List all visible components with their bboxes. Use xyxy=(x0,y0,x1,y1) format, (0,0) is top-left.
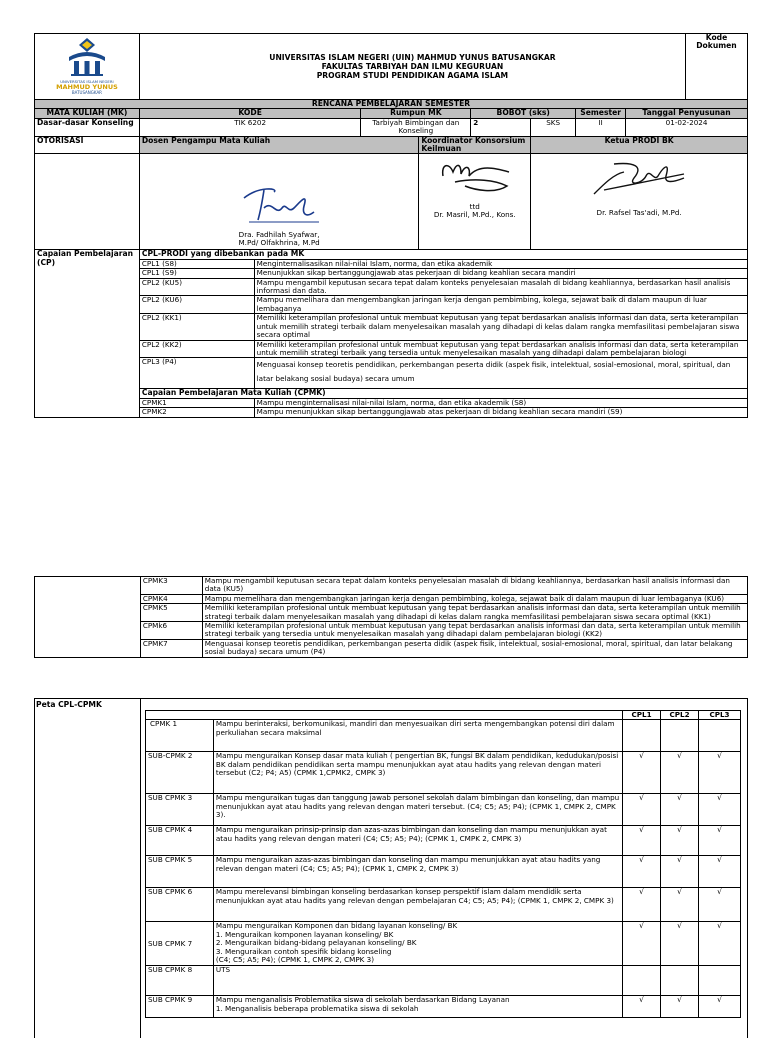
peta-check: √ xyxy=(623,996,661,1018)
cpl-text: Menguasai konsep teoretis pendidikan, perkembangan peserta didik (aspek fisik, intelektual, sosial-emosional, moral, spiritual, dan latar belakang sosial budaya) secara umum xyxy=(254,358,747,389)
logo-text-3: BATUSANGKAR xyxy=(71,90,102,96)
peta-text: Mampu menguraikan prinsip-prinsip dan azas-azas bimbingan dan konseling dan mampu menunjukkan ayat atau hadits yang relevan dengan materi (C4; C5; A5; P4); (CPMK 1, CMPK 2, CMPK 3) xyxy=(213,826,622,856)
cpl-header: CPL-PRODI yang dibebankan pada MK xyxy=(139,250,747,259)
peta-check: √ xyxy=(661,856,699,888)
cpl-code: CPL2 (KU6) xyxy=(139,296,254,314)
cpmk-text: Mampu memelihara dan mengembangkan jaringan kerja dengan pembimbing, kolega, sejawat baik di dalam maupun di luar lembaganya (KU6) xyxy=(202,594,747,603)
peta-check xyxy=(699,966,741,996)
cpmk-header: Capaian Pembelajaran Mata Kuliah (CPMK) xyxy=(139,389,747,398)
ketua-signature-icon xyxy=(584,154,694,204)
peta-header-cpl3: CPL3 xyxy=(699,711,741,720)
peta-check: √ xyxy=(623,826,661,856)
cpmk-text: Menguasai konsep teoretis pendidikan, perkembangan peserta didik (aspek fisik, intelektual, sosial-emosional, moral, spiritual, dan latar belakang sosial budaya) secara umum (P4) xyxy=(202,639,747,657)
peta-code: SUB CPMK 8 xyxy=(146,966,214,996)
logo-text-2: MAHMUD YUNUS xyxy=(56,83,118,92)
peta-header-cpl2: CPL2 xyxy=(661,711,699,720)
cpmk-code: CPMK5 xyxy=(140,604,202,622)
peta-code: SUB CPMK 3 xyxy=(146,794,214,826)
peta-check: √ xyxy=(699,888,741,922)
peta-check: √ xyxy=(699,856,741,888)
cpmk-text: Memiliki keterampilan profesional untuk membuat keputusan yang tepat berdasarkan analisis informasi dan data, serta keterampilan untuk memilih strategi terbaik yang tersedia untuk menyelesaikan masalah yang dihadapi dalam pembelajaran biologi (KK2) xyxy=(202,622,747,640)
cpl-code: CPL2 (KU5) xyxy=(139,278,254,296)
cpmk-text: Mampu menunjukkan sikap bertanggungjawab atas pekerjaan di bidang keahlian secara mandiri (S9) xyxy=(254,408,747,417)
ketua-label: Ketua PRODI BK xyxy=(531,136,748,154)
peta-check: √ xyxy=(661,752,699,794)
cpmk-text: Mampu mengambil keputusan secara tepat dalam konteks penyelesaian masalah di bidang keahliannya, berdasarkan hasil analisis informasi dan data (KU5) xyxy=(202,577,747,595)
peta-check xyxy=(661,966,699,996)
peta-check: √ xyxy=(623,856,661,888)
peta-code: SUB CPMK 4 xyxy=(146,826,214,856)
dosen-name: Dra. Fadhilah Syafwar, M.Pd/ Olfakhrina, M.Pd xyxy=(238,229,320,248)
cpl-code: CPL2 (KK2) xyxy=(139,340,254,358)
cp-label-continued xyxy=(35,577,141,658)
peta-code: SUB CPMK 7 xyxy=(146,922,214,966)
semester-header: Semester xyxy=(576,109,626,118)
dosen-signature-icon xyxy=(234,178,324,228)
logo-text-1: UNIVERSITAS ISLAM NEGERI xyxy=(60,78,114,84)
ketua-signature-cell xyxy=(531,154,748,250)
course-bobot: 2 xyxy=(471,118,531,136)
cpmk-code: CPMK4 xyxy=(140,594,202,603)
rps-title: RENCANA PEMBELAJARAN SEMESTER xyxy=(35,100,748,109)
peta-code: SUB CPMK 5 xyxy=(146,856,214,888)
dosen-label: Dosen Pengampu Mata Kuliah xyxy=(139,136,418,154)
cpmk-text: Mampu menginternalisasi nilai-nilai Islam, norma, dan etika akademik (S8) xyxy=(254,398,747,407)
faculty-name: FAKULTAS TARBIYAH DAN ILMU KEGURUAN xyxy=(321,62,504,71)
cpmk-text: Memiliki keterampilan profesional untuk membuat keputusan yang tepat berdasarkan analisis informasi dan data, serta keterampilan untuk memilih strategi terbaik dalam menyelesaikan masalah yang dihadapi di kelas dalam rangka memfasilitasi pembelajaran siswa secara optimal (KK1) xyxy=(202,604,747,622)
cpmk-continued-table xyxy=(34,576,748,658)
university-header xyxy=(139,34,685,100)
cpmk-code: CPMK3 xyxy=(140,577,202,595)
koordinator-label: Koordinator Konsorsium Keilmuan xyxy=(419,136,531,154)
peta-check xyxy=(623,966,661,996)
program-name: PROGRAM STUDI PENDIDIKAN AGAMA ISLAM xyxy=(316,71,509,80)
logo-cell xyxy=(35,34,140,100)
peta-check: √ xyxy=(623,794,661,826)
peta-label: Peta CPL-CPMK xyxy=(36,700,102,709)
cpmk-code: CPMK2 xyxy=(139,408,254,417)
cpmk-code: CPMK1 xyxy=(139,398,254,407)
peta-frame-divider xyxy=(34,698,748,699)
peta-code: SUB CPMK 9 xyxy=(146,996,214,1018)
peta-text: Mampu menguraikan tugas dan tanggung jawab personel sekolah dalam bimbingan dan konseling, dan mampu menunjukkan ayat atau hadits yang relevan dengan materi tersebut. (C4; C5; A5; P4); (CPMK 1, CMPK 2, CMPK 3). xyxy=(213,794,622,826)
rumpun-header: Rumpun MK xyxy=(361,109,471,118)
peta-check: √ xyxy=(661,826,699,856)
uin-logo-icon xyxy=(65,37,109,77)
peta-text: Mampu menguraikan azas-azas bimbingan dan konseling dan mampu menunjukkan ayat atau hadits yang relevan dengan materi (C4; C5; A5; P4); (CPMK 1, CMPK 2, CMPK 3) xyxy=(213,856,622,888)
koordinator-ttd: ttd xyxy=(469,201,480,211)
otorisasi-empty xyxy=(35,154,140,250)
otorisasi-label: OTORISASI xyxy=(35,136,140,154)
course-sks: SKS xyxy=(531,118,576,136)
course-rumpun: Tarbiyah Bimbingan dan Konseling xyxy=(361,118,471,136)
peta-check: √ xyxy=(661,794,699,826)
course-semester: II xyxy=(576,118,626,136)
peta-code: SUB-CPMK 2 xyxy=(146,752,214,794)
peta-check: √ xyxy=(623,922,661,966)
peta-check: √ xyxy=(699,752,741,794)
cpl-text: Menunjukkan sikap bertanggungjawab atas pekerjaan di bidang keahlian secara mandiri xyxy=(254,269,747,278)
peta-check: √ xyxy=(699,794,741,826)
peta-frame-right xyxy=(747,698,748,1038)
peta-text: Mampu merelevansi bimbingan konseling berdasarkan konsep perspektif islam dalam mendidik serta menunjukkan ayat atau hadits yang relevan dengan pembelajaran C4; C5; A5; P4); (CPMK 1, CMPK 2, CMPK 3) xyxy=(213,888,622,922)
peta-code: SUB CPMK 6 xyxy=(146,888,214,922)
peta-check: √ xyxy=(699,826,741,856)
cpmk-code: CPMk6 xyxy=(140,622,202,640)
kode-header: KODE xyxy=(139,109,361,118)
peta-text: Mampu berinteraksi, berkomunikasi, mandiri dan menyesuaikan diri serta mengembangkan potensi diri dalam perkuliahan secara maksimal xyxy=(213,720,622,752)
page-1 xyxy=(34,33,748,418)
peta-check: √ xyxy=(699,922,741,966)
tanggal-header: Tanggal Penyusunan xyxy=(626,109,748,118)
peta-frame-left xyxy=(34,698,35,1038)
cpl-code: CPL1 (S8) xyxy=(139,259,254,268)
cpl-text: Mampu mengambil keputusan secara tepat dalam konteks penyelesaian masalah di bidang keahliannya, berdasarkan hasil analisis informasi dan data. xyxy=(254,278,747,296)
course-kode: TIK 6202 xyxy=(139,118,361,136)
peta-header-cpl1: CPL1 xyxy=(623,711,661,720)
ketua-name: Dr. Rafsel Tas'adi, M.Pd. xyxy=(596,207,682,217)
peta-frame-mid xyxy=(140,698,141,1038)
peta-check xyxy=(623,720,661,752)
koordinator-signature-icon xyxy=(435,154,515,200)
cpl-text: Memiliki keterampilan profesional untuk membuat keputusan yang tepat berdasarkan analisis informasi dan data, serta keterampilan untuk memilih strategi terbaik dalam menyelesaikan masalah yang dihadapi di kelas dalam rangka memfasilitasi pembelajaran siswa secara optimal xyxy=(254,314,747,340)
peta-text: Mampu menguraikan Konsep dasar mata kuliah ( pengertian BK, fungsi BK dalam pendidikan, kedudukan/posisi BK dalam pendidikan pendidikan serta mampu menunjukkan ayat atau hadits yang relevan dengan materi tersebut (C2; P4; A5) (CPMK 1,CPMK2, CMPK 3) xyxy=(213,752,622,794)
course-tanggal: 01-02-2024 xyxy=(626,118,748,136)
cpl-text: Mampu memelihara dan mengembangkan jaringan kerja dengan pembimbing, kolega, sejawat baik di dalam maupun di luar lembaganya xyxy=(254,296,747,314)
peta-text: Mampu menguraikan Komponen dan bidang layanan konseling/ BK 1. Menguraikan komponen layanan konseling/ BK 2. Menguraikan bidang-bidang pelayanan konseling/ BK 3. Menguraikan contoh spesifik bidang konseling (C4; C5; A5; P4); (CPMK 1, CMPK 2, CMPK 3) xyxy=(213,922,622,966)
peta-check: √ xyxy=(661,996,699,1018)
peta-check xyxy=(661,720,699,752)
course-name: Dasar-dasar Konseling xyxy=(35,118,140,136)
peta-text: Mampu menganalisis Problematika siswa di sekolah berdasarkan Bidang Layanan 1. Menganalisis beberapa problematika siswa di sekolah xyxy=(213,996,622,1018)
dosen-signature-cell xyxy=(139,154,418,250)
cpl-code: CPL2 (KK1) xyxy=(139,314,254,340)
peta-text: UTS xyxy=(213,966,622,996)
peta-check: √ xyxy=(623,752,661,794)
cpl-code: CPL1 (S9) xyxy=(139,269,254,278)
cpl-text: Memiliki keterampilan profesional untuk membuat keputusan yang tepat berdasarkan analisis informasi dan data, serta keterampilan untuk memilih strategi terbaik yang tersedia untuk menyelesaikan masalah yang dihadapi dalam pembelajaran biologi xyxy=(254,340,747,358)
peta-check: √ xyxy=(623,888,661,922)
page-2 xyxy=(34,576,748,1013)
header-table xyxy=(34,33,748,418)
peta-check: √ xyxy=(661,888,699,922)
kode-dokumen: Kode Dokumen xyxy=(685,34,747,100)
koordinator-signature-cell xyxy=(419,154,531,250)
mk-header: MATA KULIAH (MK) xyxy=(35,109,140,118)
cpmk-code: CPMK7 xyxy=(140,639,202,657)
university-name: UNIVERSITAS ISLAM NEGERI (UIN) MAHMUD YUNUS BATUSANGKAR xyxy=(269,53,556,62)
peta-check: √ xyxy=(699,996,741,1018)
koordinator-name: Dr. Masril, M.Pd., Kons. xyxy=(433,210,516,220)
cpl-code: CPL3 (P4) xyxy=(139,358,254,389)
peta-table xyxy=(145,710,741,1018)
peta-code: CPMK 1 xyxy=(146,720,214,752)
peta-check xyxy=(699,720,741,752)
cp-label: Capaian Pembelajaran (CP) xyxy=(35,250,140,417)
cpl-text: Menginternalisasikan nilai-nilai Islam, norma, dan etika akademik xyxy=(254,259,747,268)
bobot-header: BOBOT (sks) xyxy=(471,109,576,118)
peta-check: √ xyxy=(661,922,699,966)
